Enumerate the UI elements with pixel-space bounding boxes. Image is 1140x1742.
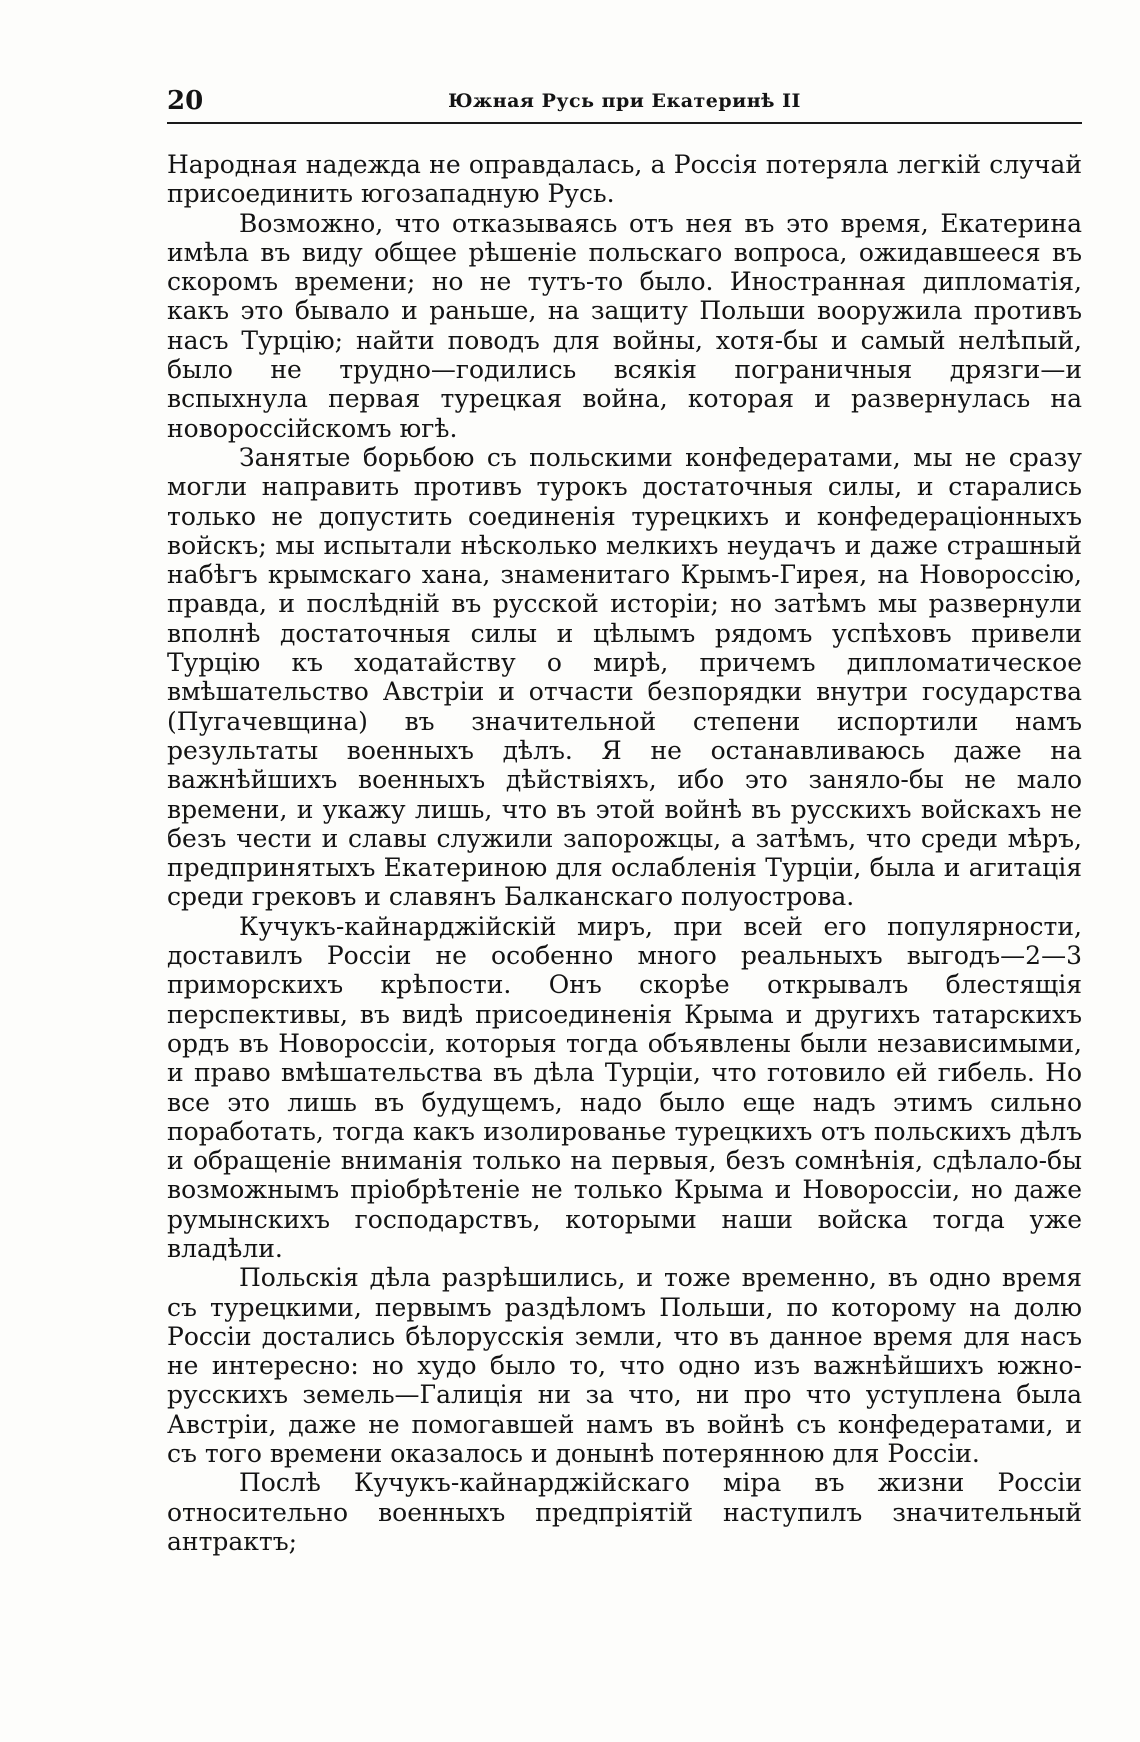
paragraph: Послѣ Кучукъ-кайнарджійскаго міра въ жизни Россіи относительно военныхъ предпріятій наступилъ значительный антрактъ; — [167, 1468, 1082, 1556]
paragraph: Возможно, что отказываясь отъ нея въ это время, Екатерина имѣла въ виду общее рѣшеніе польскаго вопроса, ожидавшееся въ скоромъ времени; но не тутъ-то было. Иностранная дипломатія, какъ это бывало и раньше, на защиту Польши вооружила противъ насъ Турцію; найти поводъ для войны, хотя-бы и самый нелѣпый, было не трудно—годились всякія пограничныя дрязги—и вспыхнула первая турецкая война, которая и развернулась на новороссійскомъ югѣ. — [167, 208, 1082, 443]
page-header — [167, 82, 1082, 124]
paragraph: Кучукъ-кайнарджійскій миръ, при всей его популярности, доставилъ Россіи не особенно много реальныхъ выгодъ—2—3 приморскихъ крѣпости. Онъ скорѣе открывалъ блестящія перспективы, въ видѣ присоединенія Крыма и другихъ татарскихъ ордъ въ Новороссіи, которыя тогда объявлены были независимыми, и право вмѣшательства въ дѣла Турціи, что готовило ей гибель. Но все это лишь въ будущемъ, надо было еще надъ этимъ сильно поработать, тогда какъ изолированье турецкихъ отъ польскихъ дѣлъ и обращеніе вниманія только на первыя, безъ сомнѣнія, сдѣлало-бы возможнымъ пріобрѣтеніе не только Крыма и Новороссіи, но даже румынскихъ господарствъ, которыми наши войска тогда уже владѣли. — [167, 911, 1082, 1263]
page-number: 20 — [167, 86, 204, 116]
paragraph: Польскія дѣла разрѣшились, и тоже временно, въ одно время съ турецкими, первымъ раздѣломъ Польши, по которому на долю Россіи достались бѣлорусскія земли, что въ данное время для насъ не интересно: но худо было то, что одно изъ важнѣйшихъ южно-русскихъ земель—Галиція ни за что, ни про что уступлена была Австріи, даже не помогавшей намъ въ войнѣ съ конфедератами, и съ того времени оказалось и донынѣ потерянною для Россіи. — [167, 1263, 1082, 1469]
paragraph: Народная надежда не оправдалась, а Россія потеряла легкій случай присоединить югозападную Русь. — [167, 150, 1082, 209]
running-head: Южная Русь при Екатеринѣ II — [448, 90, 801, 112]
paragraph: Занятые борьбою съ польскими конфедератами, мы не сразу могли направить противъ турокъ достаточныя силы, и старались только не допустить соединенія турецкихъ и конфедераціонныхъ войскъ; мы испытали нѣсколько мелкихъ неудачъ и даже страшный набѣгъ крымскаго хана, знаменитаго Крымъ-Гирея, на Новороссію, правда, и послѣдній въ русской исторіи; но затѣмъ мы развернули вполнѣ достаточныя силы и цѣлымъ рядомъ успѣховъ привели Турцію къ ходатайству о мирѣ, причемъ дипломатическое вмѣшательство Австріи и отчасти безпорядки внутри государства (Пугачевщина) въ значительной степени испортили намъ результаты военныхъ дѣлъ. Я не останавливаюсь даже на важнѣйшихъ военныхъ дѣйствіяхъ, ибо это заняло-бы не мало времени, и укажу лишь, что въ этой войнѣ въ русскихъ войскахъ не безъ чести и славы служили запорожцы, а затѣмъ, что среди мѣръ, предпринятыхъ Екатериною для ослабленія Турціи, была и агитація среди грековъ и славянъ Балканскаго полуострова. — [167, 442, 1082, 912]
body-text — [167, 150, 1082, 1556]
